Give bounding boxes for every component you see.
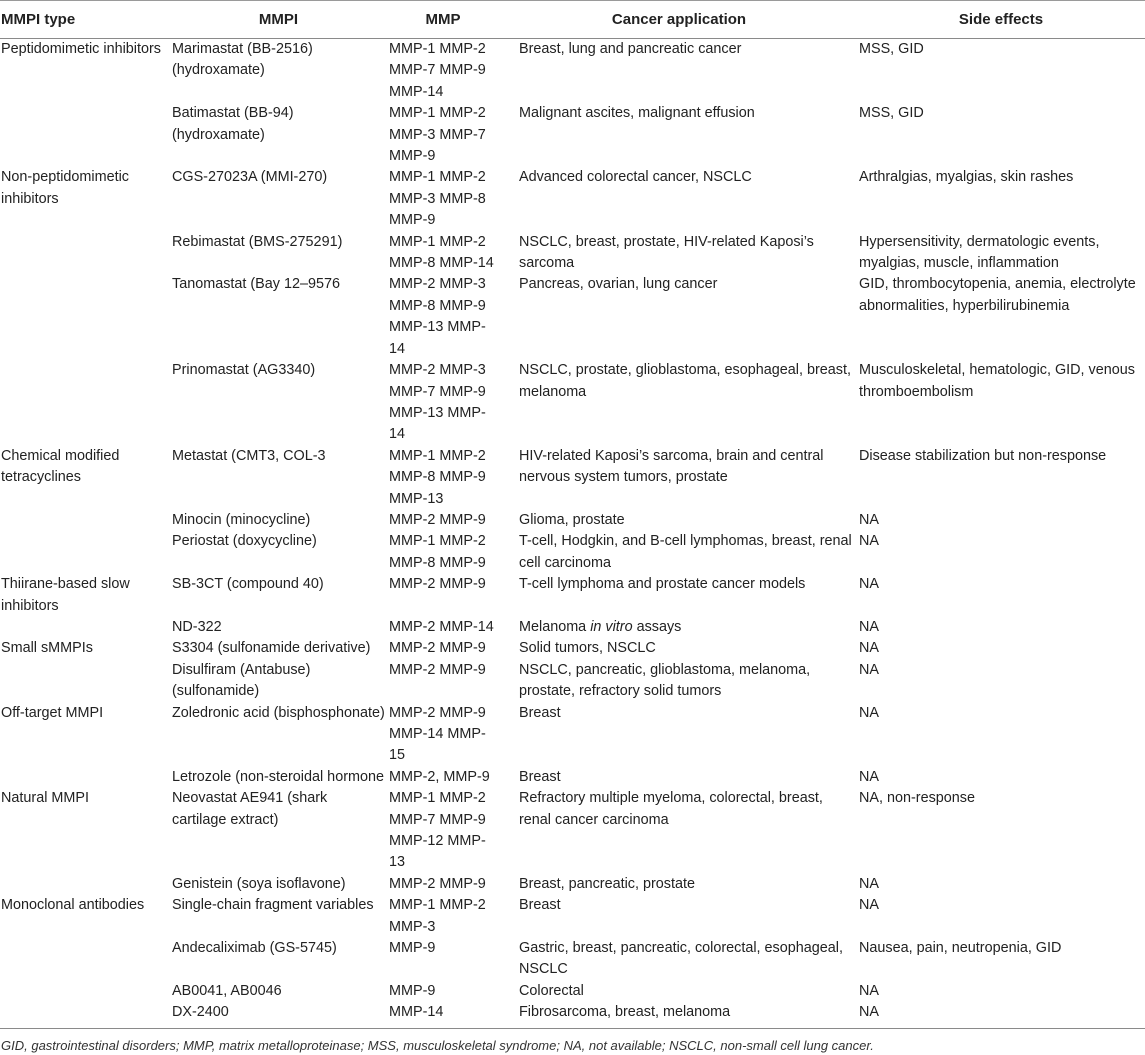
cell-type <box>0 874 172 895</box>
table-row <box>0 660 1145 703</box>
cell-side-effects: NA <box>859 533 879 550</box>
cell-side-effects: Musculoskeletal, hematologic, GID, venous thromboembolism <box>859 362 1135 400</box>
cell-mmpi: Prinomastat (AG3340) <box>172 362 316 379</box>
cell-type: Small sMMPIs <box>1 640 93 657</box>
table-row <box>0 874 1145 895</box>
cell-mmpi: DX-2400 <box>172 1004 229 1021</box>
cell-side-effects: Hypersensitivity, dermatologic events, myalgias, muscle, inflammation <box>859 233 1100 272</box>
cell-side-effects: NA <box>859 511 879 528</box>
cell-mmpi: Andecaliximab (GS-5745) <box>172 940 337 957</box>
table-row <box>0 938 1145 981</box>
cell-type: Natural MMPI <box>1 790 89 807</box>
cell-mmp: MMP-2 MMP-9 <box>389 661 486 678</box>
header-side-effects: Side effects <box>857 1 1145 39</box>
cell-mmp: MMP-1 MMP-2 MMP-8 MMP-9 <box>389 533 486 571</box>
cell-type <box>0 274 172 360</box>
cell-cancer: Refractory multiple myeloma, colorectal, breast, renal cancer carcinoma <box>519 790 823 828</box>
cell-mmp: MMP-2 MMP-9 MMP-14 MMP-15 <box>389 704 486 764</box>
cell-mmp: MMP-2 MMP-9 <box>389 511 486 528</box>
cell-mmp: MMP-1 MMP-2 MMP-3 MMP-7 MMP-9 <box>389 105 486 165</box>
cancer-text-italic: in vitro <box>590 618 633 635</box>
cell-type <box>0 981 172 1002</box>
cell-mmpi: Genistein (soya isoflavone) <box>172 875 346 892</box>
table-row <box>0 531 1145 574</box>
cell-mmp: MMP-2, MMP-9 <box>389 768 490 785</box>
cell-type <box>0 660 172 703</box>
cell-mmp: MMP-1 MMP-2 MMP-8 MMP-14 <box>389 233 494 272</box>
table-row <box>0 617 1145 638</box>
table-row <box>0 703 1145 767</box>
cell-mmpi: Rebimastat (BMS-275291) <box>172 233 343 250</box>
cell-cancer: Colorectal <box>519 982 584 999</box>
cell-side-effects: MSS, GID <box>859 105 924 122</box>
header-row <box>0 1 1145 39</box>
cancer-text-post: assays <box>632 618 682 635</box>
cell-cancer: T-cell, Hodgkin, and B-cell lymphomas, breast, renal cell carcinoma <box>519 533 852 571</box>
cell-cancer: Breast, pancreatic, prostate <box>519 875 695 892</box>
table-row <box>0 360 1145 446</box>
table-row <box>0 767 1145 788</box>
table-row <box>0 446 1145 510</box>
cell-cancer: Breast <box>519 897 561 914</box>
table-row <box>0 574 1145 617</box>
header-mmpi-type: MMPI type <box>0 1 172 39</box>
cell-type <box>0 103 172 167</box>
cell-mmpi: ND-322 <box>172 618 222 635</box>
cell-type: Off-target MMPI <box>1 704 104 721</box>
cell-type <box>0 510 172 531</box>
cell-cancer: Gastric, breast, pancreatic, colorectal, esophageal, NSCLC <box>519 940 843 978</box>
cell-side-effects: NA <box>859 576 879 593</box>
cell-type <box>0 1002 172 1027</box>
cell-type: Peptidomimetic inhibitors <box>1 41 161 57</box>
cell-mmpi: AB0041, AB0046 <box>172 982 282 999</box>
cell-cancer <box>501 617 857 638</box>
cell-cancer: NSCLC, prostate, glioblastoma, esophageal, breast, melanoma <box>519 362 851 400</box>
cell-type <box>0 767 172 788</box>
cell-mmpi: Letrozole (non-steroidal hormone <box>172 768 384 785</box>
cell-mmp: MMP-2 MMP-9 <box>389 640 486 657</box>
cell-side-effects: NA <box>859 768 879 785</box>
cell-mmp: MMP-9 <box>389 982 436 999</box>
cell-side-effects: MSS, GID <box>859 41 924 57</box>
cell-mmpi: Neovastat AE941 (shark cartilage extract) <box>172 790 328 828</box>
cell-type: Chemical modified tetracyclines <box>1 447 120 486</box>
table-row <box>0 981 1145 1002</box>
cell-side-effects: NA, non-response <box>859 790 975 807</box>
cell-mmp: MMP-1 MMP-2 MMP-7 MMP-9 MMP-12 MMP-13 <box>389 790 486 871</box>
cell-cancer: T-cell lymphoma and prostate cancer models <box>519 576 806 593</box>
cell-cancer: NSCLC, breast, prostate, HIV-related Kaposi’s sarcoma <box>519 233 814 272</box>
table-row <box>0 895 1145 938</box>
table-row <box>0 103 1145 167</box>
table-row <box>0 510 1145 531</box>
cell-mmpi: Minocin (minocycline) <box>172 511 311 528</box>
cell-mmpi: Metastat (CMT3, COL-3 <box>172 447 326 464</box>
header-mmp: MMP <box>385 1 501 39</box>
cell-side-effects: NA <box>859 875 879 892</box>
cell-mmp: MMP-1 MMP-2 MMP-3 MMP-8 MMP-9 <box>389 169 486 229</box>
cell-mmp: MMP-2 MMP-9 <box>389 875 486 892</box>
cell-cancer: Breast <box>519 704 561 721</box>
cell-side-effects: NA <box>859 982 879 999</box>
cell-mmp: MMP-2 MMP-14 <box>389 618 494 635</box>
cell-side-effects: NA <box>859 704 879 721</box>
cell-mmpi: Batimastat (BB-94) (hydroxamate) <box>172 105 294 143</box>
cell-mmpi: Marimastat (BB-2516) (hydroxamate) <box>172 41 313 79</box>
cell-side-effects: NA <box>859 897 879 914</box>
cell-type: Thiirane-based slow inhibitors <box>1 576 130 614</box>
cell-type: Monoclonal antibodies <box>1 897 145 914</box>
cell-cancer: Breast <box>519 768 561 785</box>
cell-side-effects: NA <box>859 1004 879 1021</box>
cell-mmpi: SB-3CT (compound 40) <box>172 576 324 593</box>
cell-cancer: NSCLC, pancreatic, glioblastoma, melanoma, prostate, refractory solid tumors <box>519 661 811 700</box>
cell-mmp: MMP-1 MMP-2 MMP-3 <box>389 897 486 935</box>
header-mmpi: MMPI <box>172 1 385 39</box>
cell-mmp: MMP-2 MMP-9 <box>389 576 486 593</box>
cell-mmp: MMP-2 MMP-3 MMP-8 MMP-9 MMP-13 MMP-14 <box>389 276 486 357</box>
cell-mmpi: Zoledronic acid (bisphosphonate) <box>172 704 385 721</box>
cell-side-effects: GID, thrombocytopenia, anemia, electrolyte abnormalities, hyperbilirubinemia <box>859 276 1136 314</box>
cell-mmpi: Single-chain fragment variables <box>172 897 374 914</box>
cell-type <box>0 938 172 981</box>
table-row <box>0 232 1145 275</box>
cell-side-effects: NA <box>859 618 879 635</box>
cell-cancer: Glioma, prostate <box>519 511 625 528</box>
cell-mmpi: Disulfiram (Antabuse) (sulfonamide) <box>172 661 311 700</box>
table-row <box>0 39 1145 104</box>
cell-type <box>0 360 172 446</box>
cell-mmp: MMP-2 MMP-3 MMP-7 MMP-9 MMP-13 MMP-14 <box>389 362 486 443</box>
cell-type <box>0 531 172 574</box>
cell-cancer: Pancreas, ovarian, lung cancer <box>519 276 718 293</box>
cell-mmp: MMP-9 <box>389 940 436 957</box>
table-row <box>0 1002 1145 1027</box>
cell-side-effects: NA <box>859 661 879 678</box>
table-body <box>0 39 1145 1028</box>
cell-mmp: MMP-14 <box>389 1004 444 1021</box>
cell-mmpi: Tanomastat (Bay 12–9576 <box>172 276 340 293</box>
table-row <box>0 167 1145 231</box>
cell-side-effects: NA <box>859 640 879 657</box>
cell-side-effects: Nausea, pain, neutropenia, GID <box>859 940 1062 957</box>
cell-type <box>0 232 172 275</box>
cell-mmpi: S3304 (sulfonamide derivative) <box>172 640 371 657</box>
cell-cancer: Advanced colorectal cancer, NSCLC <box>519 169 752 186</box>
table-row <box>0 274 1145 360</box>
cell-cancer: Breast, lung and pancreatic cancer <box>519 41 742 57</box>
table-bottom-rule <box>0 1028 1145 1029</box>
cell-cancer: Solid tumors, NSCLC <box>519 640 656 657</box>
cell-cancer: Malignant ascites, malignant effusion <box>519 105 755 122</box>
cell-side-effects: Disease stabilization but non-response <box>859 447 1107 464</box>
cell-mmp: MMP-1 MMP-2 MMP-8 MMP-9 MMP-13 <box>389 447 486 507</box>
cell-mmp: MMP-1 MMP-2 MMP-7 MMP-9 MMP-14 <box>389 41 486 100</box>
cell-type: Non-peptidomimetic inhibitors <box>1 169 129 207</box>
cancer-text-pre: Melanoma <box>519 618 591 635</box>
table-row <box>0 638 1145 659</box>
cell-side-effects: Arthralgias, myalgias, skin rashes <box>859 169 1074 186</box>
cell-mmpi: Periostat (doxycycline) <box>172 533 317 550</box>
cell-cancer: Fibrosarcoma, breast, melanoma <box>519 1004 731 1021</box>
table-footnote: GID, gastrointestinal disorders; MMP, matrix metalloproteinase; MSS, musculoskeletal syndrome; NA, not available; NSCLC, non-small cell lung cancer. <box>1 1037 874 1053</box>
cell-type <box>0 617 172 638</box>
cell-mmpi: CGS-27023A (MMI-270) <box>172 169 328 186</box>
cell-cancer: HIV-related Kaposi’s sarcoma, brain and central nervous system tumors, prostate <box>519 447 824 486</box>
header-cancer-application: Cancer application <box>501 1 857 39</box>
table-row <box>0 788 1145 874</box>
